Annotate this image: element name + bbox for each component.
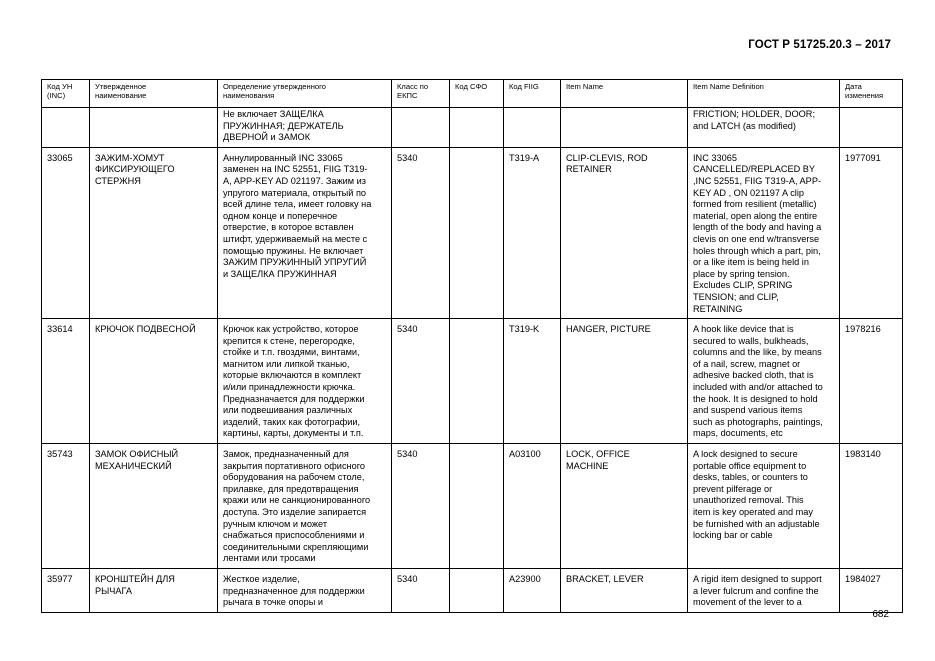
cell-inc-code: 33614 bbox=[42, 319, 90, 444]
cell-fiig-code bbox=[504, 108, 561, 148]
cell-item-name-definition: A hook like device that is secured to walls, bulkheads, columns and the like, by means of a nail, screw, magnet or adhesive backed cloth, that is included with and/or attached to the hook. It is designed to hold and suspend various items such as photographs, paintings, maps, documents, etc bbox=[688, 319, 840, 444]
header-ekps-class: Класс по ЕКПС bbox=[392, 80, 450, 108]
cell-sfo-code bbox=[450, 444, 504, 569]
cell-change-date: 1978216 bbox=[840, 319, 903, 444]
table-row bbox=[42, 568, 903, 612]
catalog-table bbox=[41, 79, 903, 613]
cell-item-name bbox=[561, 108, 688, 148]
cell-sfo-code bbox=[450, 319, 504, 444]
table-row bbox=[42, 319, 903, 444]
cell-fiig-code: A23900 bbox=[504, 568, 561, 612]
cell-item-name-definition: A rigid item designed to support a lever fulcrum and confine the movement of the lever to a bbox=[688, 568, 840, 612]
cell-sfo-code bbox=[450, 108, 504, 148]
table-row bbox=[42, 147, 903, 318]
cell-inc-code bbox=[42, 108, 90, 148]
cell-approved-name bbox=[90, 108, 218, 148]
table-row bbox=[42, 108, 903, 148]
standard-designation: ГОСТ Р 51725.20.3 – 2017 bbox=[748, 39, 891, 51]
page-number: 682 bbox=[872, 609, 889, 620]
cell-ekps-class: 5340 bbox=[392, 568, 450, 612]
cell-fiig-code: T319-A bbox=[504, 147, 561, 318]
cell-ekps-class: 5340 bbox=[392, 147, 450, 318]
cell-item-name-definition: A lock designed to secure portable office equipment to desks, tables, or counters to prevent pilferage or unauthorized removal. This item is key operated and may be furnished with an adjustable locking bar or cable bbox=[688, 444, 840, 569]
cell-approved-name: КРОНШТЕЙН ДЛЯ РЫЧАГА bbox=[90, 568, 218, 612]
cell-ekps-class: 5340 bbox=[392, 444, 450, 569]
header-inc-code: Код УН (INC) bbox=[42, 80, 90, 108]
cell-ekps-class: 5340 bbox=[392, 319, 450, 444]
cell-item-name: CLIP-CLEVIS, ROD RETAINER bbox=[561, 147, 688, 318]
cell-change-date: 1983140 bbox=[840, 444, 903, 569]
cell-sfo-code bbox=[450, 147, 504, 318]
cell-item-name-definition: INC 33065 CANCELLED/REPLACED BY ,INC 52551, FIIG T319-A, APP- KEY AD , ON 021197 A clip formed from resilient (metallic) material, open along the entire length of the body and having a clevis on one end w/transverse holes through which a part, pin, or a like item is being held in place by spring tension. Excludes CLIP, SPRING TENSION; and CLIP, RETAINING bbox=[688, 147, 840, 318]
cell-approved-name: ЗАЖИМ-ХОМУТ ФИКСИРУЮЩЕГО СТЕРЖНЯ bbox=[90, 147, 218, 318]
cell-item-name-definition: FRICTION; HOLDER, DOOR; and LATCH (as modified) bbox=[688, 108, 840, 148]
header-fiig-code: Код FIIG bbox=[504, 80, 561, 108]
cell-change-date bbox=[840, 108, 903, 148]
cell-approved-name-definition: Не включает ЗАЩЕЛКА ПРУЖИННАЯ; ДЕРЖАТЕЛЬ ДВЕРНОЙ и ЗАМОК bbox=[218, 108, 392, 148]
header-sfo-code: Код СФО bbox=[450, 80, 504, 108]
cell-item-name: HANGER, PICTURE bbox=[561, 319, 688, 444]
cell-ekps-class bbox=[392, 108, 450, 148]
table-header-row bbox=[42, 80, 903, 108]
cell-item-name: BRACKET, LEVER bbox=[561, 568, 688, 612]
cell-approved-name-definition: Аннулированный INC 33065 заменен на INC 52551, FIIG T319- A, APP-KEY AD 021197. Зажим из упругого материала, открытый по всей длине тела, имеет головку на одном конце и поперечное отверстие, в которое вставлен штифт, удерживаемый на месте с помощью пружины. Не включает ЗАЖИМ ПРУЖИННЫЙ УПРУГИЙ и ЗАЩЕЛКА ПРУЖИННАЯ bbox=[218, 147, 392, 318]
cell-approved-name: ЗАМОК ОФИСНЫЙ МЕХАНИЧЕСКИЙ bbox=[90, 444, 218, 569]
cell-fiig-code: T319-K bbox=[504, 319, 561, 444]
cell-approved-name-definition: Жесткое изделие, предназначенное для поддержки рычага в точке опоры и bbox=[218, 568, 392, 612]
cell-item-name: LOCK, OFFICE MACHINE bbox=[561, 444, 688, 569]
cell-inc-code: 35743 bbox=[42, 444, 90, 569]
cell-change-date: 1977091 bbox=[840, 147, 903, 318]
header-change-date: Дата изменения bbox=[840, 80, 903, 108]
header-item-name-definition: Item Name Definition bbox=[688, 80, 840, 108]
cell-approved-name-definition: Замок, предназначенный для закрытия портативного офисного оборудования на рабочем столе, прилавке, для предотвращения кражи или не санкционированного доступа. Это изделие запирается ручным ключом и может снабжаться приспособлениями и соединительными скрепляющими лентами или тросами bbox=[218, 444, 392, 569]
table-row bbox=[42, 444, 903, 569]
cell-sfo-code bbox=[450, 568, 504, 612]
cell-inc-code: 33065 bbox=[42, 147, 90, 318]
cell-approved-name-definition: Крючок как устройство, которое крепится к стене, перегородке, стойке и т.п. гвоздями, винтами, магнитом или липкой тканью, которые включаются в комплект и/или принадлежности крючка. Предназначается для поддержки или подвешивания различных изделий, таких как фотографии, картины, карты, документы и т.п. bbox=[218, 319, 392, 444]
cell-approved-name: КРЮЧОК ПОДВЕСНОЙ bbox=[90, 319, 218, 444]
header-approved-name-definition: Определение утвержденного наименования bbox=[218, 80, 392, 108]
cell-inc-code: 35977 bbox=[42, 568, 90, 612]
header-item-name: Item Name bbox=[561, 80, 688, 108]
cell-change-date: 1984027 bbox=[840, 568, 903, 612]
cell-fiig-code: A03100 bbox=[504, 444, 561, 569]
header-approved-name: Утвержденное наименование bbox=[90, 80, 218, 108]
